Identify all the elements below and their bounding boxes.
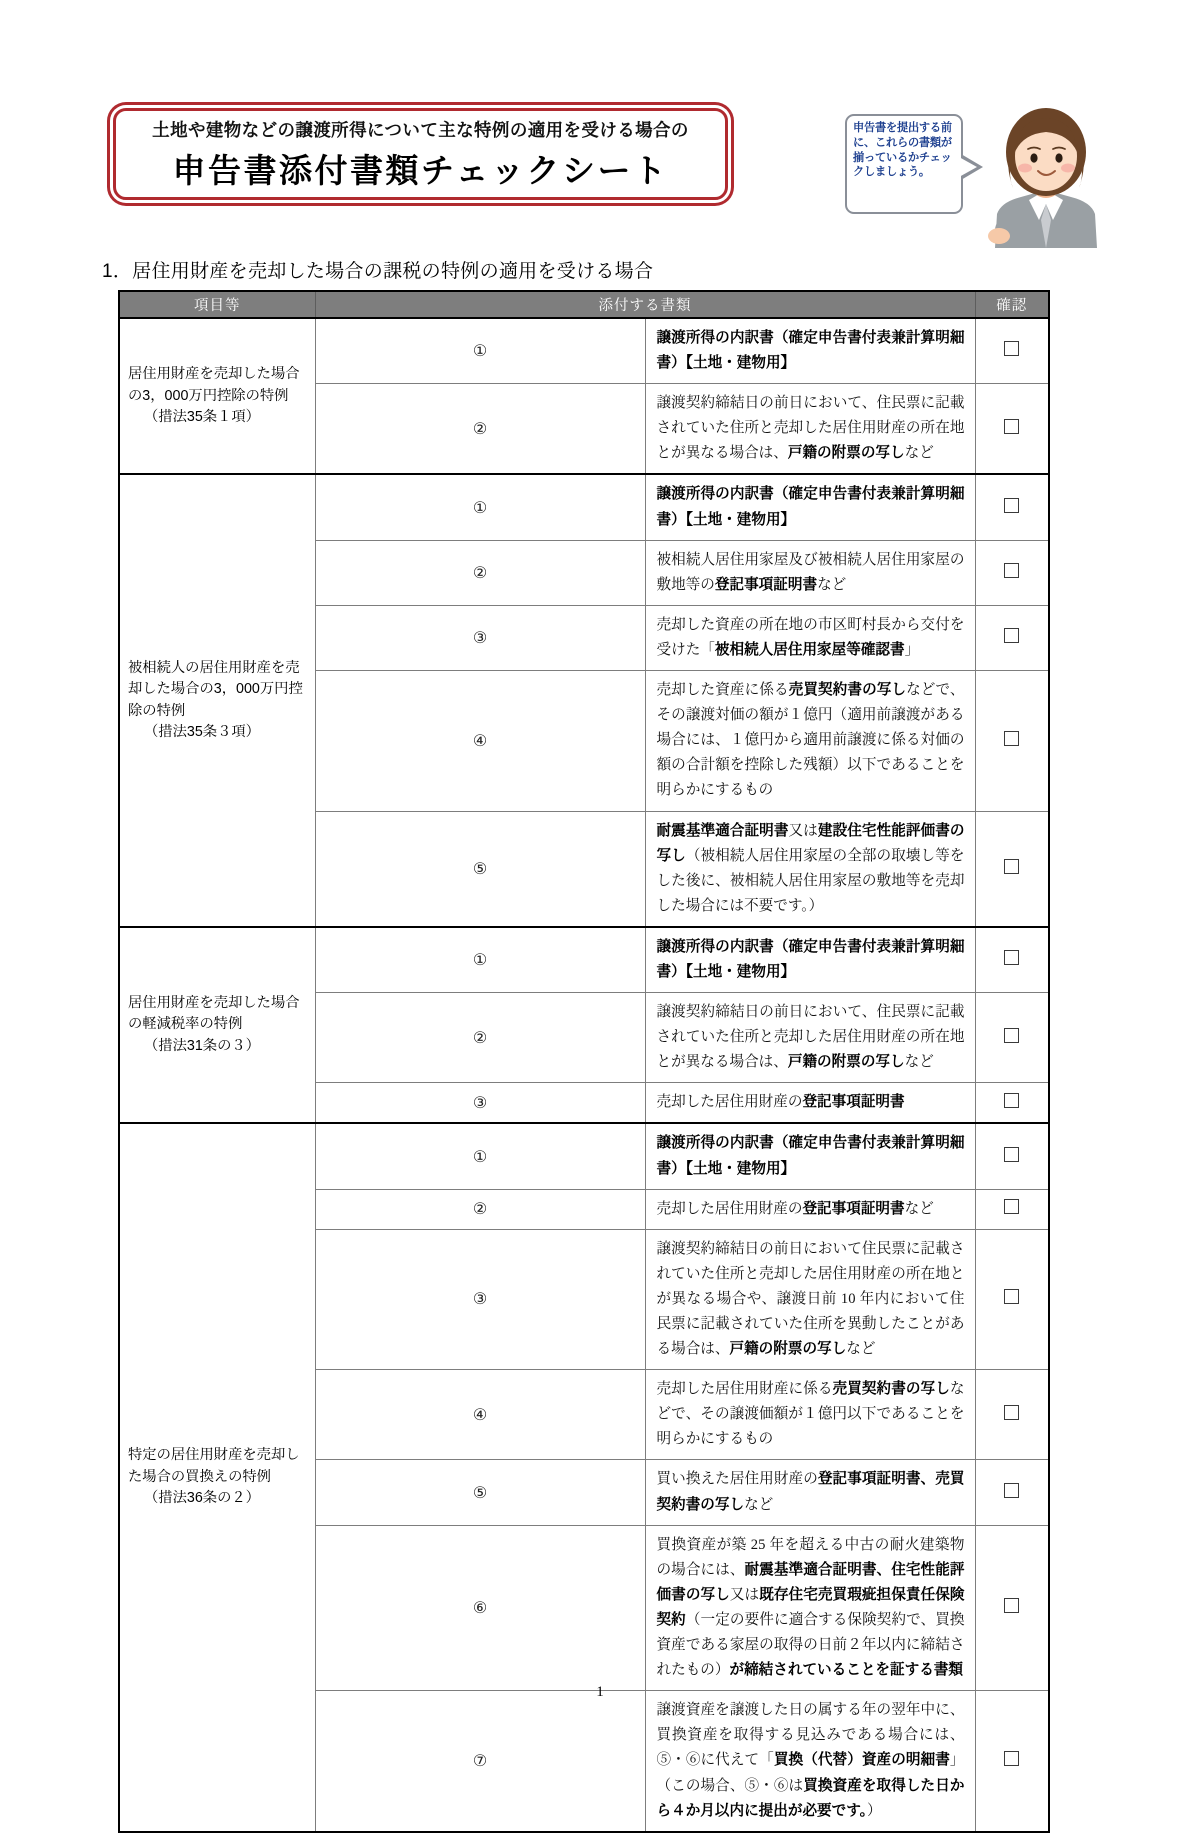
row-number: ② — [315, 384, 645, 475]
check-cell[interactable] — [975, 993, 1049, 1083]
checkbox[interactable] — [1004, 1147, 1019, 1162]
checkbox[interactable] — [1004, 1483, 1019, 1498]
table-row — [119, 474, 1049, 540]
check-cell[interactable] — [975, 474, 1049, 540]
checklist-table-wrapper — [118, 290, 1050, 1833]
check-cell[interactable] — [975, 1083, 1049, 1124]
check-cell[interactable] — [975, 671, 1049, 811]
title-banner — [113, 108, 728, 200]
document-description: 被相続人居住用家屋及び被相続人居住用家屋の敷地等の登記事項証明書など — [645, 540, 975, 605]
check-cell[interactable] — [975, 1525, 1049, 1691]
row-number: ① — [315, 927, 645, 993]
row-number: ⑤ — [315, 1460, 645, 1525]
row-number: ③ — [315, 605, 645, 670]
table-head — [119, 291, 1049, 318]
row-number: ① — [315, 474, 645, 540]
category-label: 特定の居住用財産を売却した場合の買換えの特例 — [128, 1447, 300, 1485]
title-subtitle: 土地や建物などの譲渡所得について主な特例の適用を受ける場合の — [152, 119, 689, 140]
row-number: ② — [315, 993, 645, 1083]
check-cell[interactable] — [975, 1189, 1049, 1229]
column-header-documents: 添付する書類 — [315, 291, 975, 318]
checkbox[interactable] — [1004, 1199, 1019, 1214]
category-law-reference: （措法31条の３） — [144, 1037, 260, 1054]
category-label: 居住用財産を売却した場合の軽減税率の特例 — [128, 995, 300, 1033]
check-cell[interactable] — [975, 384, 1049, 475]
document-description: 譲渡資産を譲渡した日の属する年の翌年中に、買換資産を取得する見込みである場合には、⑤・⑥に代えて「買換（代替）資産の明細書」（この場合、⑤・⑥は買換資産を取得した日から４か月以内に提出が必要です。） — [645, 1691, 975, 1832]
check-cell[interactable] — [975, 318, 1049, 384]
column-header-check: 確認 — [975, 291, 1049, 318]
row-number: ④ — [315, 1370, 645, 1460]
check-cell[interactable] — [975, 540, 1049, 605]
row-number: ② — [315, 540, 645, 605]
check-cell[interactable] — [975, 927, 1049, 993]
column-header-item: 項目等 — [119, 291, 315, 318]
checkbox[interactable] — [1004, 859, 1019, 874]
document-description: 売却した資産に係る売買契約書の写しなどで、その譲渡対価の額が１億円（適用前譲渡がある場合には、１億円から適用前譲渡に係る対価の額の合計額を控除した残額）以下であることを明らかにするもの — [645, 671, 975, 811]
checkbox[interactable] — [1004, 1751, 1019, 1766]
checkbox[interactable] — [1004, 731, 1019, 746]
document-description: 譲渡契約締結日の前日において、住民票に記載されていた住所と売却した居住用財産の所在地とが異なる場合は、戸籍の附票の写しなど — [645, 993, 975, 1083]
checkbox[interactable] — [1004, 628, 1019, 643]
check-cell[interactable] — [975, 1691, 1049, 1832]
check-cell[interactable] — [975, 605, 1049, 670]
check-cell[interactable] — [975, 811, 1049, 927]
check-cell[interactable] — [975, 1460, 1049, 1525]
row-number: ⑦ — [315, 1691, 645, 1832]
page-title: 申告書添付書類チェックシート — [172, 151, 669, 189]
checkbox[interactable] — [1004, 341, 1019, 356]
row-number: ⑤ — [315, 811, 645, 927]
document-description: 譲渡所得の内訳書（確定申告書付表兼計算明細書）【土地・建物用】 — [645, 474, 975, 540]
document-description: 譲渡契約締結日の前日において、住民票に記載されていた住所と売却した居住用財産の所在地とが異なる場合は、戸籍の附票の写しなど — [645, 384, 975, 475]
checkbox[interactable] — [1004, 419, 1019, 434]
check-cell[interactable] — [975, 1123, 1049, 1189]
checkbox[interactable] — [1004, 1289, 1019, 1304]
row-number: ④ — [315, 671, 645, 811]
row-number: ⑥ — [315, 1525, 645, 1691]
illustration — [845, 108, 1115, 248]
document-description: 売却した居住用財産の登記事項証明書など — [645, 1189, 975, 1229]
document-description: 譲渡契約締結日の前日において住民票に記載されていた住所と売却した居住用財産の所在地とが異なる場合や、譲渡日前 10 年内において住民票に記載されていた住所を異動したことがある場合は、戸籍の附票の写しなど — [645, 1229, 975, 1369]
document-description: 譲渡所得の内訳書（確定申告書付表兼計算明細書）【土地・建物用】 — [645, 927, 975, 993]
row-number: ③ — [315, 1083, 645, 1124]
section-heading: 1．居住用財産を売却した場合の課税の特例の適用を受ける場合 — [102, 261, 654, 282]
checkbox[interactable] — [1004, 1093, 1019, 1108]
document-description: 買換資産が築 25 年を超える中古の耐火建築物の場合には、耐震基準適合証明書、住宅性能評価書の写し又は既存住宅売買瑕疵担保責任保険契約（一定の要件に適合する保険契約で、買換資産である家屋の取得の日前２年以内に締結されたもの）が締結されていることを証する書類 — [645, 1525, 975, 1691]
category-label: 居住用財産を売却した場合の3，000万円控除の特例 — [128, 366, 300, 404]
document-description: 売却した居住用財産に係る売買契約書の写しなどで、その譲渡価額が１億円以下であることを明らかにするもの — [645, 1370, 975, 1460]
table-body — [119, 318, 1049, 1832]
category-law-reference: （措法35条１項） — [144, 408, 260, 425]
woman-illustration-icon — [977, 108, 1115, 248]
category-cell — [119, 474, 315, 926]
row-number: ② — [315, 1189, 645, 1229]
page-number: 1 — [596, 1684, 604, 1700]
checkbox[interactable] — [1004, 1598, 1019, 1613]
table-header-row — [119, 291, 1049, 318]
document-description: 譲渡所得の内訳書（確定申告書付表兼計算明細書）【土地・建物用】 — [645, 1123, 975, 1189]
speech-bubble — [845, 114, 963, 214]
document-description: 耐震基準適合証明書又は建設住宅性能評価書の写し（被相続人居住用家屋の全部の取壊し等をした後に、被相続人居住用家屋の敷地等を売却した場合には不要です。） — [645, 811, 975, 927]
category-law-reference: （措法35条３項） — [144, 724, 260, 741]
check-cell[interactable] — [975, 1229, 1049, 1369]
document-header — [0, 100, 1200, 250]
checkbox[interactable] — [1004, 1028, 1019, 1043]
document-description: 譲渡所得の内訳書（確定申告書付表兼計算明細書）【土地・建物用】 — [645, 318, 975, 384]
category-cell — [119, 1123, 315, 1831]
checkbox[interactable] — [1004, 498, 1019, 513]
row-number: ① — [315, 318, 645, 384]
table-row — [119, 1123, 1049, 1189]
category-law-reference: （措法36条の２） — [144, 1490, 260, 1507]
row-number: ① — [315, 1123, 645, 1189]
category-cell — [119, 927, 315, 1124]
document-description: 売却した居住用財産の登記事項証明書 — [645, 1083, 975, 1124]
checkbox[interactable] — [1004, 950, 1019, 965]
checkbox[interactable] — [1004, 1405, 1019, 1420]
row-number: ③ — [315, 1229, 645, 1369]
table-row — [119, 318, 1049, 384]
document-description: 買い換えた居住用財産の登記事項証明書、売買契約書の写しなど — [645, 1460, 975, 1525]
document-page — [0, 100, 1200, 1819]
checkbox[interactable] — [1004, 563, 1019, 578]
check-cell[interactable] — [975, 1370, 1049, 1460]
category-cell — [119, 318, 315, 474]
document-description: 売却した資産の所在地の市区町村長から交付を受けた「被相続人居住用家屋等確認書」 — [645, 605, 975, 670]
speech-bubble-text: 申告書を提出する前に、これらの書類が揃っているかチェックしましょう。 — [853, 122, 952, 179]
table-row — [119, 927, 1049, 993]
category-label: 被相続人の居住用財産を売却した場合の3，000万円控除の特例 — [128, 659, 303, 719]
checklist-table — [118, 290, 1050, 1833]
